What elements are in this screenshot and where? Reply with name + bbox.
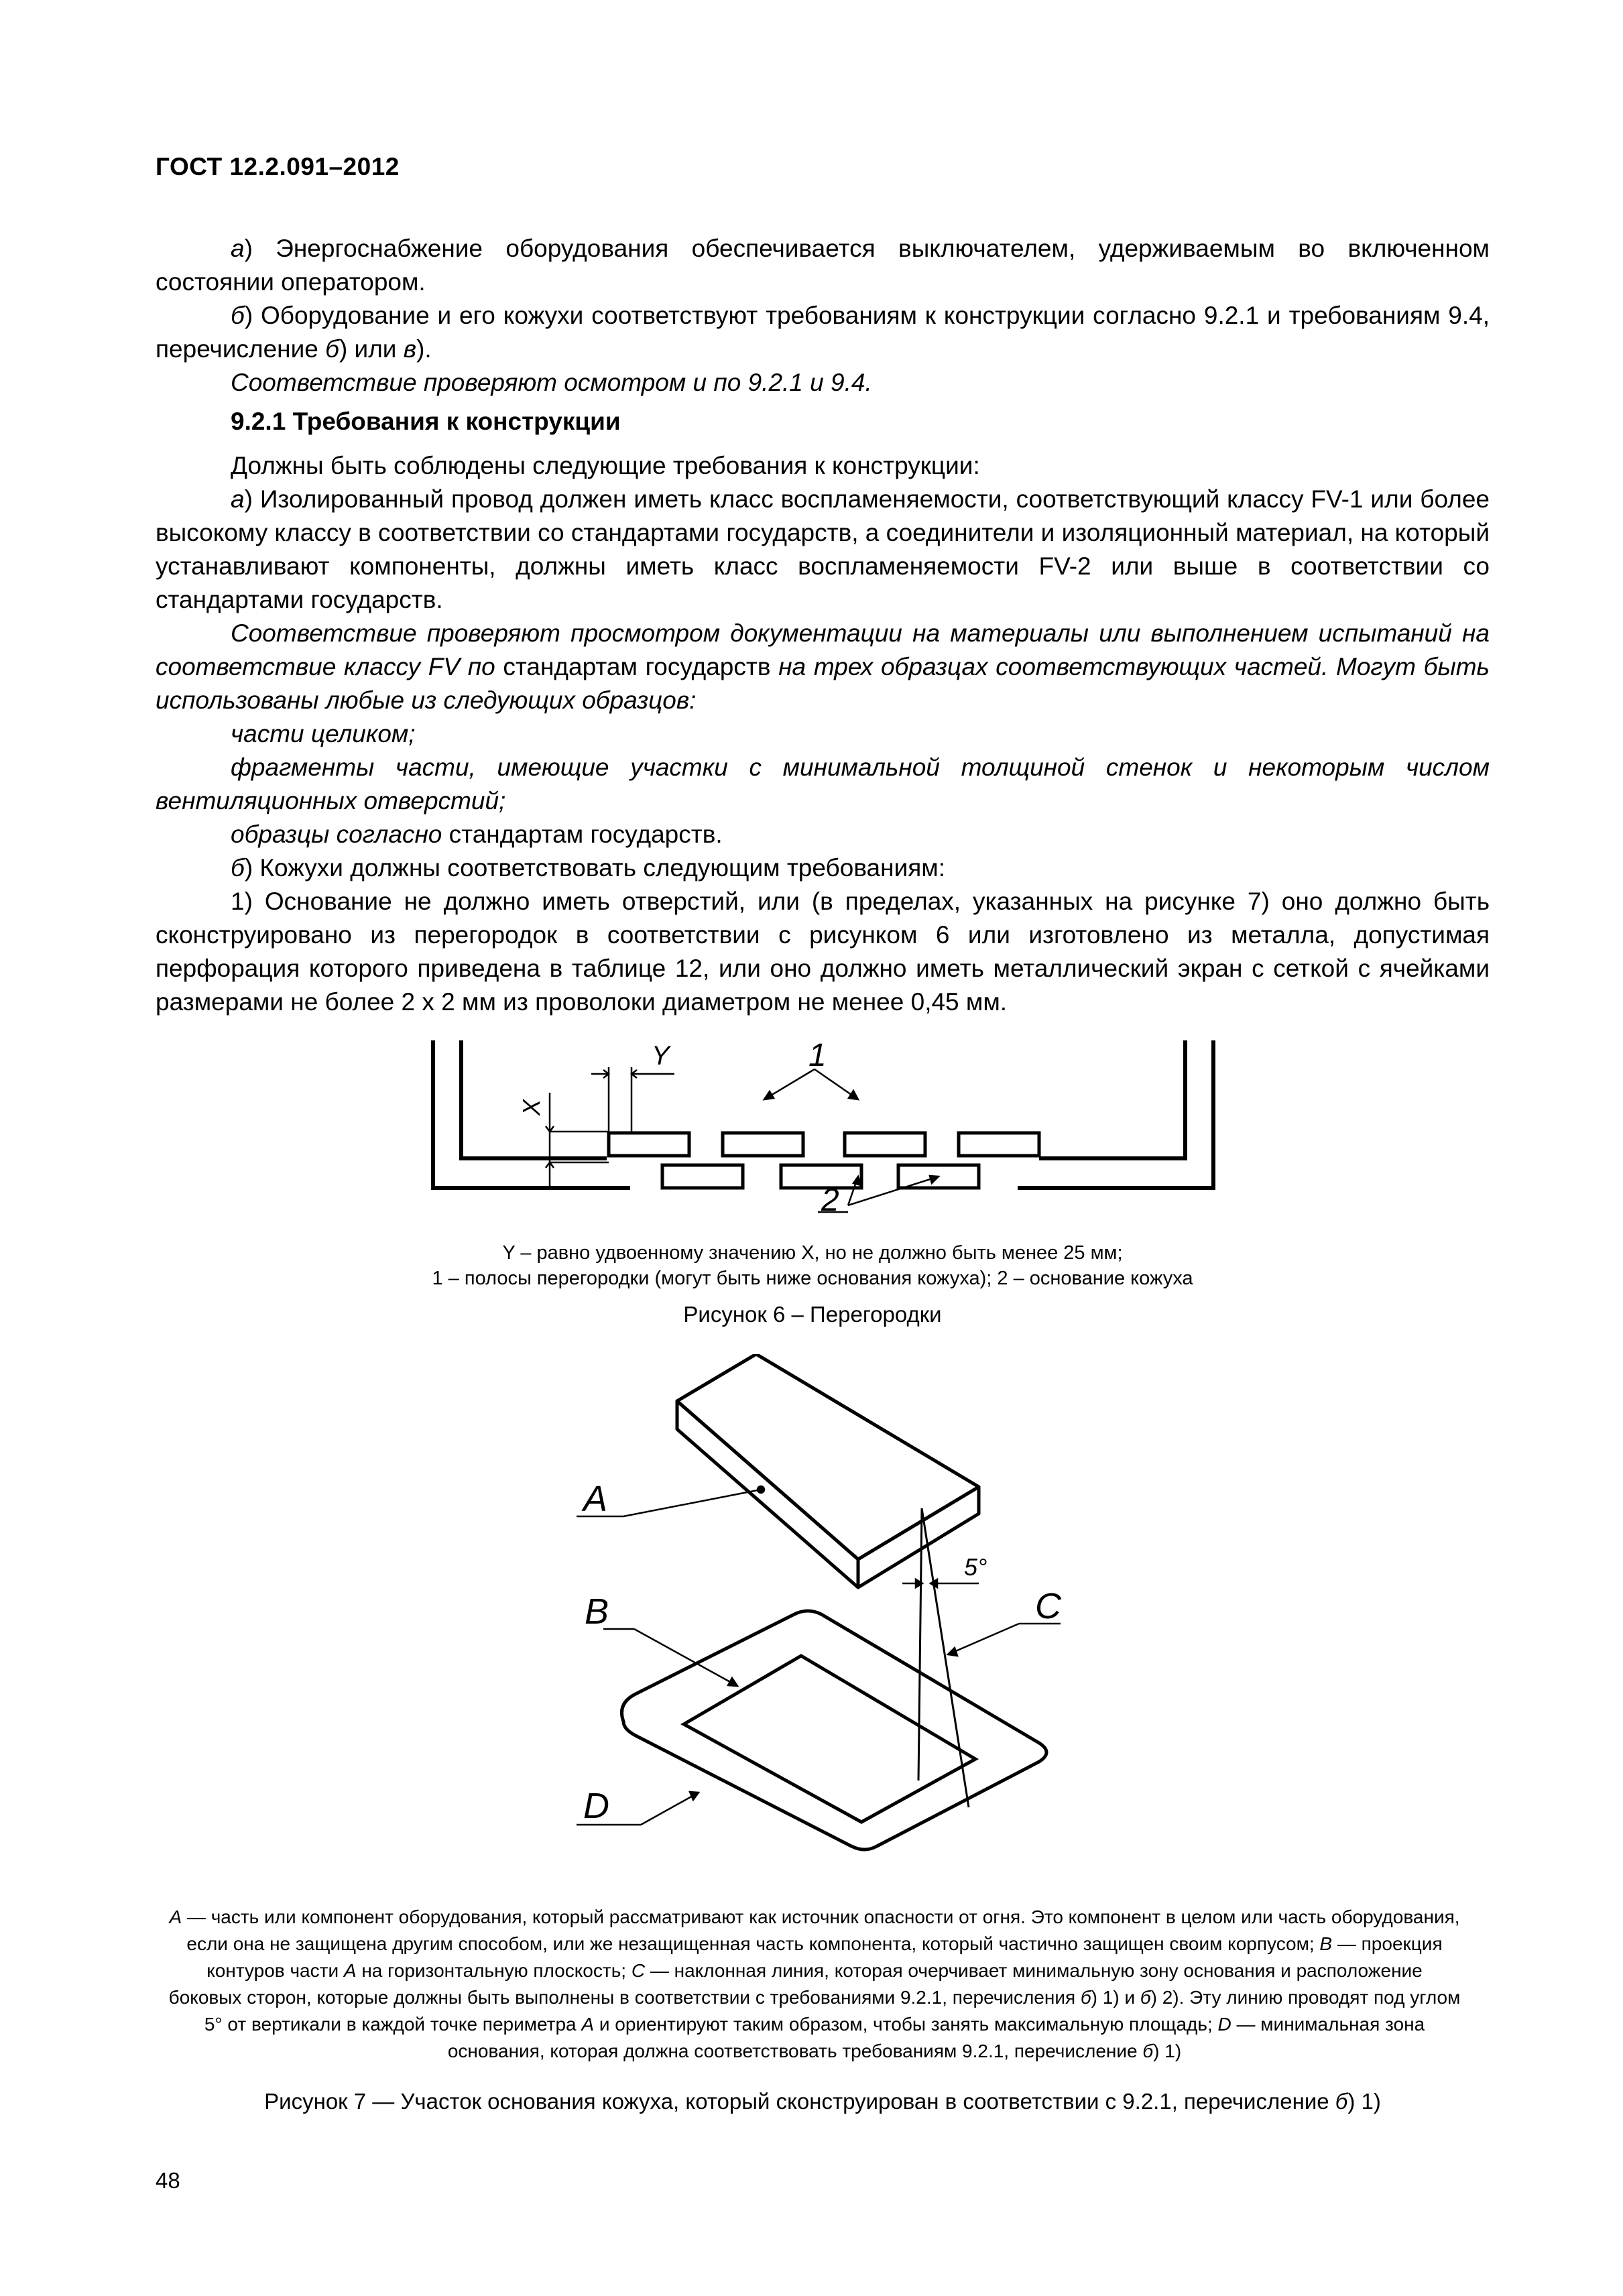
check-text: стандартам государств <box>495 653 779 680</box>
label-angle: 5° <box>964 1553 987 1581</box>
figure7-diagram <box>577 1354 1086 1864</box>
legend-symbol: A <box>581 2014 595 2035</box>
legend-text: — проекция контуров части <box>206 1933 1443 1981</box>
legend-symbol: A <box>169 1907 182 1927</box>
label-a: A <box>583 1479 608 1519</box>
figure7-title <box>156 2089 1490 2114</box>
label-1: 1 <box>808 1038 827 1073</box>
legend-symbol: A <box>343 1960 357 1981</box>
upper-strip <box>959 1133 1039 1156</box>
right-wall-inner <box>1039 1040 1185 1158</box>
legend-text: ) 1) и <box>1091 1987 1140 2008</box>
enum-letter: а <box>231 485 245 513</box>
body-text <box>156 232 1490 1019</box>
paragraph-a1 <box>156 232 1490 299</box>
paragraph-p1: 1) Основание не должно иметь отверстий, или (в пределах, указанных на рисунке 7) оно должно быть сконструировано из перегородок в соответствии с рисунком 6 или изготовлено из металла, допустимая перфорация которого приведена в таблице 12, или оно должно иметь металлический экран с сеткой с ячейками размерами не более 2 х 2 мм из проволоки диаметром не менее 0,45 мм. <box>156 888 1490 1016</box>
component-a-block <box>677 1354 979 1587</box>
check-text: Соответствие проверяют просмотром документации на материалы или выполнением испытаний на соответствие классу FV по <box>156 619 1490 680</box>
legend-text: — наклонная линия, которая очерчивает минимальную зону основания и расположение боковых сторон, которые должны быть выполнены в соответствии с требованиями 9.2.1, перечисления <box>168 1960 1423 2008</box>
upper-strip <box>723 1133 803 1156</box>
compliance-check-2 <box>156 617 1490 717</box>
section-heading: 9.2.1 Требования к конструкции <box>231 408 621 435</box>
upper-strip <box>609 1133 689 1156</box>
enum-letter: б <box>231 302 245 329</box>
list-item-text: образцы согласно <box>231 821 442 848</box>
legend-enum: б <box>1140 1987 1151 2008</box>
paragraph-text: ) Изолированный провод должен иметь класс воспламеняемости, соответствующий классу FV-1 или более высокому классу в соответствии со стандартами государств, а соединители и изоляционный материал, на который устанавливают компоненты, должны иметь класс воспламеняемости FV-2 или выше в соответствии со стандартами государств. <box>156 485 1490 613</box>
zone-d-outline <box>622 1611 1047 1850</box>
label-c: C <box>1035 1586 1061 1626</box>
paragraph-b2 <box>156 851 1490 885</box>
figure6-diagram <box>416 1032 1234 1233</box>
figure6-legend-line: 1 – полосы перегородки (могут быть ниже основания кожуха); 2 – основание кожуха <box>432 1268 1193 1289</box>
list-item: фрагменты части, имеющие участки с минимальной толщиной стенок и некоторым числом вентиляционных отверстий; <box>156 753 1490 814</box>
figure7-title-enum: б <box>1335 2089 1348 2114</box>
legend-text: — минимальная зона основания, которая должна соответствовать требованиям 9.2.1, перечисление <box>447 2014 1425 2061</box>
dimension-lines <box>546 1067 674 1188</box>
compliance-check-1: Соответствие проверяют осмотром и по 9.2.1 и 9.4. <box>231 369 872 396</box>
paragraph-text: ) или <box>339 335 404 363</box>
label-b: B <box>585 1591 609 1632</box>
partition-strips <box>609 1133 1039 1188</box>
figure6-title: Рисунок 6 – Перегородки <box>683 1302 942 1327</box>
legend-enum: б <box>1142 2041 1154 2061</box>
figure6-legend <box>290 1240 1335 1291</box>
check-text: на трех образцах соответствующих частей. Могут быть использованы любые из следующих образцов: <box>156 653 1490 714</box>
paragraph-text: ) Энергоснабжение оборудования обеспечивается выключателем, удерживаемым во включенном состоянии оператором. <box>156 235 1490 296</box>
page-number: 48 <box>156 2168 180 2193</box>
legend-enum: б <box>1080 1987 1091 2008</box>
legend-text: ) 2). Эту линию проводят под углом 5° от вертикали в каждой точке периметра <box>204 1987 1461 2035</box>
paragraph-intro: Должны быть соблюдены следующие требования к конструкции: <box>231 452 980 479</box>
legend-text: на горизонтальную плоскость; <box>356 1960 632 1981</box>
figure7-legend <box>168 1904 1461 2065</box>
enum-ref: в <box>403 335 417 363</box>
legend-symbol: C <box>631 1960 646 1981</box>
legend-symbol: D <box>1217 2014 1231 2035</box>
label-d: D <box>583 1786 609 1826</box>
paragraph-text: ) Оборудование и его кожухи соответствуют требованиям к конструкции согласно 9.2.1 и требованиям 9.4, перечисление <box>156 302 1490 363</box>
enum-ref: б <box>325 335 339 363</box>
legend-text: — часть или компонент оборудования, который рассматривают как источник опасности от огня. Это компонент в целом или часть оборудования, если она не защищена другим способом, или же незащищенная часть компонента, который частично защищен своим корпусом; <box>182 1907 1460 1954</box>
legend-symbol: B <box>1319 1933 1333 1954</box>
legend-text: ) 1) <box>1153 2041 1182 2061</box>
list-item <box>156 818 1490 851</box>
document-header: ГОСТ 12.2.091–2012 <box>156 153 400 180</box>
paragraph-a2 <box>156 483 1490 617</box>
paragraph-b1 <box>156 299 1490 366</box>
figure6-legend-line: Y – равно удвоенному значению X, но не должно быть менее 25 мм; <box>502 1242 1123 1264</box>
enum-letter: б <box>231 854 245 882</box>
list-item: части целиком; <box>231 720 416 747</box>
paragraph-text: ). <box>416 335 432 363</box>
label-2: 2 <box>821 1183 839 1218</box>
figure7-title-text: Рисунок 7 — Участок основания кожуха, который сконструирован в соответствии с 9.2.1, перечисление <box>264 2089 1335 2114</box>
label-x: X <box>518 1099 545 1115</box>
list-item-text: стандартам государств. <box>442 821 723 848</box>
lower-strip <box>662 1165 743 1188</box>
figure6-labels <box>518 1038 839 1218</box>
figure7-title-text: ) 1) <box>1347 2089 1381 2114</box>
enum-letter: а <box>231 235 245 262</box>
upper-strip <box>845 1133 925 1156</box>
legend-text: и ориентируют таким образом, чтобы занять максимальную площадь; <box>594 2014 1218 2035</box>
paragraph-text: ) Кожухи должны соответствовать следующим требованиям: <box>244 854 945 882</box>
label-y: Y <box>652 1041 670 1071</box>
